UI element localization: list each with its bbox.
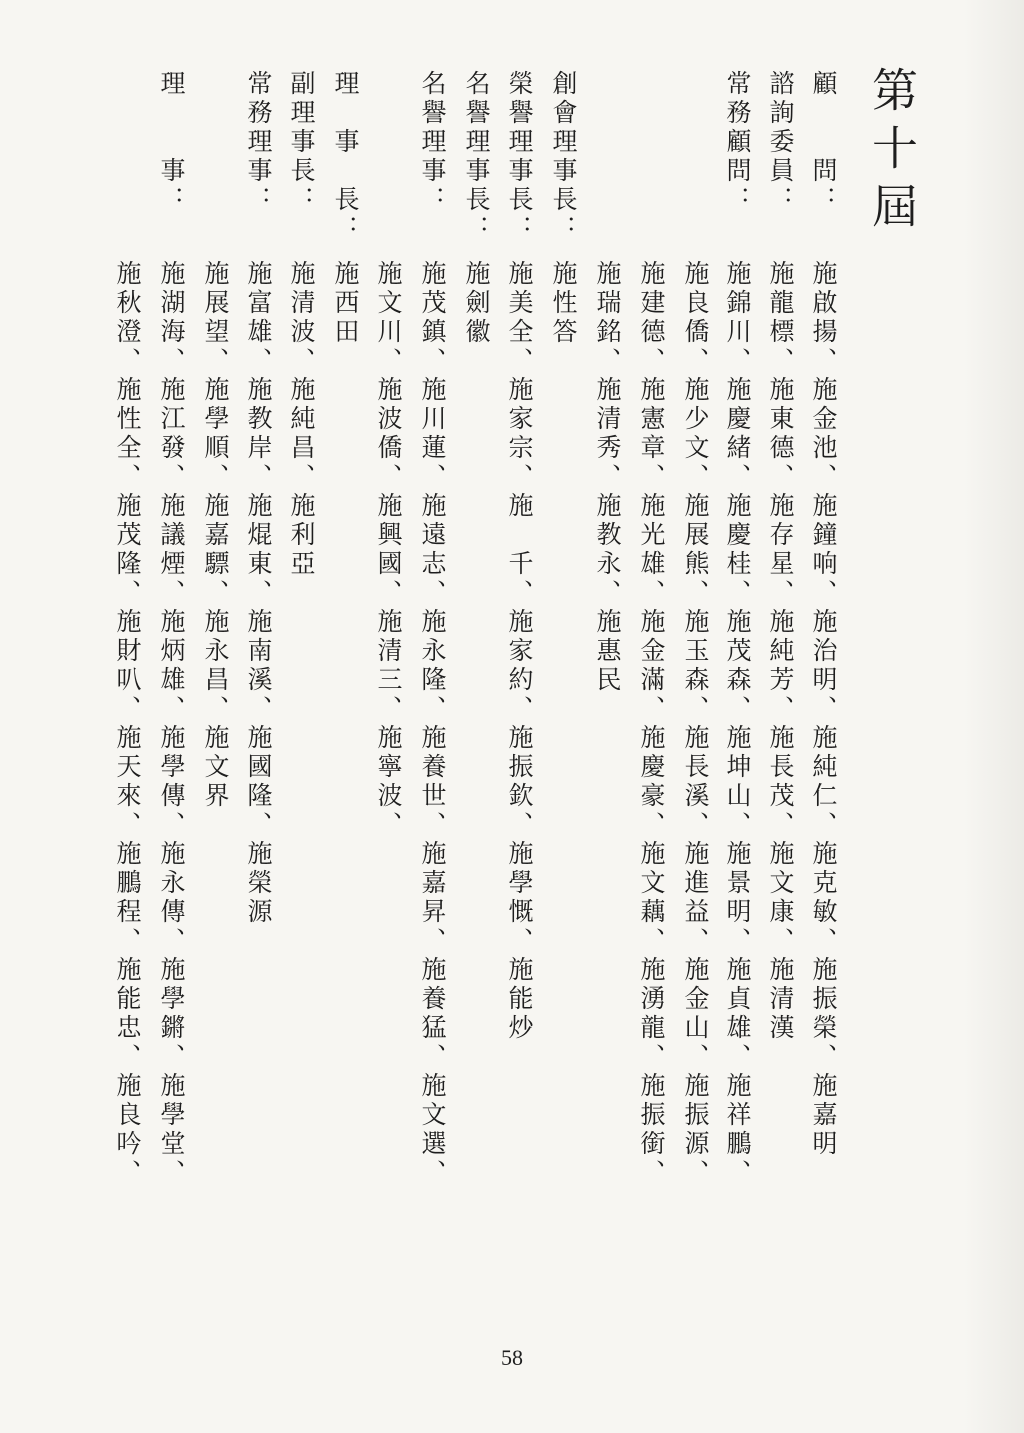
role-label: 理 事 長：: [331, 70, 360, 244]
names-list: 施錦川、施慶緒、施慶桂、施茂森、施坤山、施景明、施貞雄、施祥鵬、: [723, 260, 752, 1188]
names-list: 施西田: [331, 260, 360, 347]
name-column: [461, 70, 491, 347]
name-column: [636, 70, 666, 1188]
name-column: [373, 70, 403, 840]
names-list: 施秋澄、施性全、施茂隆、施財叭、施天來、施鵬程、施能忠、施良吟、: [113, 260, 142, 1188]
names-list: 施富雄、施教岸、施焜東、施南溪、施國隆、施榮源: [244, 260, 273, 927]
role-label: 名譽理事：: [418, 70, 447, 215]
name-column: [765, 70, 795, 1043]
role-label: 常務顧問：: [723, 70, 752, 215]
name-column: [112, 70, 142, 1188]
name-column: [330, 70, 360, 347]
names-list: 施文川、施波僑、施興國、施清三、施寧波、: [374, 260, 403, 840]
name-column: [156, 70, 186, 1188]
names-list: 施建德、施憲章、施光雄、施金滿、施慶豪、施文藕、施湧龍、施振銜、: [637, 260, 666, 1188]
name-column: [548, 70, 578, 347]
role-label: 榮譽理事長：: [505, 70, 534, 244]
page-title: 第十屆: [865, 66, 919, 240]
name-column: [243, 70, 273, 927]
role-label: 諮詢委員：: [766, 70, 795, 215]
name-column: [286, 70, 316, 579]
role-label: 常務理事：: [244, 70, 273, 215]
names-list: 施湖海、施江發、施議煙、施炳雄、施學傳、施永傳、施學鏘、施學堂、: [157, 260, 186, 1188]
name-column: [808, 70, 838, 1159]
names-list: 施良僑、施少文、施展熊、施玉森、施長溪、施進益、施金山、施振源、: [681, 260, 710, 1188]
name-column: [592, 70, 622, 695]
names-list: 施展望、施學順、施嘉驃、施永昌、施文界: [201, 260, 230, 811]
names-list: 施性答: [549, 260, 578, 347]
name-column: [200, 70, 230, 811]
role-label: 副理事長：: [287, 70, 316, 215]
names-list: 施劍徽: [462, 260, 491, 347]
names-list: 施啟揚、施金池、施鐘响、施治明、施純仁、施克敏、施振榮、施嘉明: [809, 260, 838, 1159]
names-list: 施瑞銘、施清秀、施教永、施惠民: [593, 260, 622, 695]
name-column: [504, 70, 534, 1043]
name-column: [680, 70, 710, 1188]
role-label: 創會理事長：: [549, 70, 578, 244]
page-edge: [964, 0, 1024, 1433]
role-label: 理 事：: [157, 70, 186, 215]
role-label: 名譽理事長：: [462, 70, 491, 244]
page-number: 58: [501, 1345, 523, 1370]
name-column: [722, 70, 752, 1188]
role-label: 顧 問：: [809, 70, 838, 215]
names-list: 施美全、施家宗、施 千、施家約、施振欽、施學慨、施能炒: [505, 260, 534, 1043]
names-list: 施茂鎮、施川蓮、施遠志、施永隆、施養世、施嘉昇、施養猛、施文選、: [418, 260, 447, 1188]
name-column: [417, 70, 447, 1188]
names-list: 施龍標、施東德、施存星、施純芳、施長茂、施文康、施清漢: [766, 260, 795, 1043]
names-list: 施清波、施純昌、施利亞: [287, 260, 316, 579]
